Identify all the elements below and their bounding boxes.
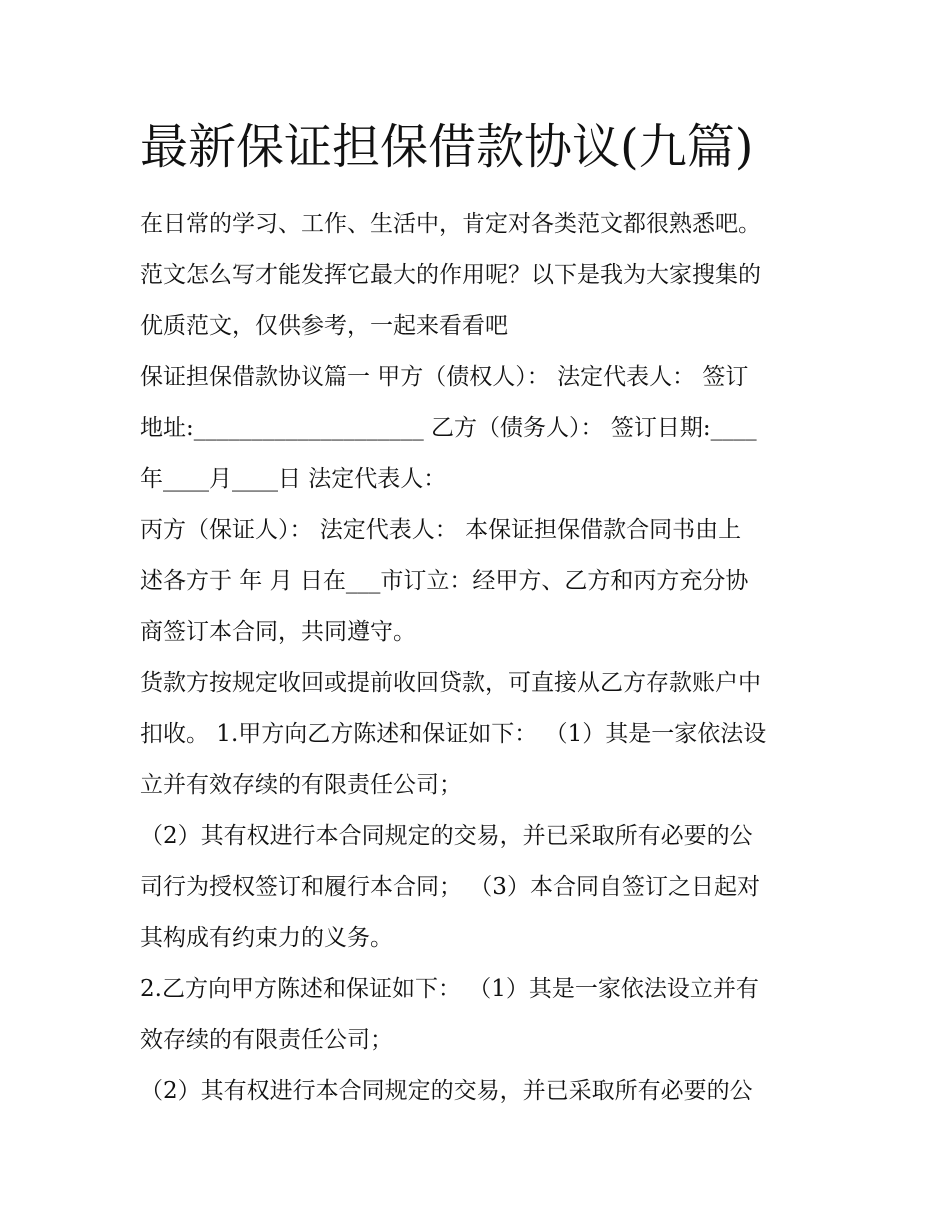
document-body	[140, 199, 820, 1117]
body-line: 述各方于 年 月 日在___市订立：经甲方、乙方和丙方充分协	[140, 568, 749, 594]
body-line: 扣收。 1.甲方向乙方陈述和保证如下： （1）其是一家依法设	[140, 721, 767, 747]
body-line: 商签订本合同，共同遵守。	[140, 619, 416, 645]
document-title: 最新保证担保借款协议(九篇)	[140, 119, 754, 175]
body-line: 货款方按规定收回或提前收回贷款，可直接从乙方存款账户中	[140, 670, 761, 696]
body-line: 立并有效存续的有限责任公司；	[140, 772, 462, 798]
body-line: 效存续的有限责任公司；	[140, 1027, 393, 1053]
body-line: 地址:____________________ 乙方（债务人）： 签订日期:____	[140, 415, 757, 441]
body-line: 其构成有约束力的义务。	[140, 925, 393, 951]
body-line: （2）其有权进行本合同规定的交易，并已采取所有必要的公	[140, 823, 753, 849]
body-line: 范文怎么写才能发挥它最大的作用呢？以下是我为大家搜集的	[140, 262, 761, 288]
body-line: （2）其有权进行本合同规定的交易，并已采取所有必要的公	[140, 1078, 753, 1104]
body-line: 司行为授权签订和履行本合同； （3）本合同自签订之日起对	[140, 874, 760, 900]
body-line: 在日常的学习、工作、生活中，肯定对各类范文都很熟悉吧。	[140, 211, 761, 237]
body-line: 保证担保借款协议篇一 甲方（债权人）： 法定代表人： 签订	[140, 364, 749, 390]
body-line: 年____月____日 法定代表人：	[140, 466, 447, 492]
body-line: 丙方（保证人）： 法定代表人： 本保证担保借款合同书由上	[140, 517, 742, 543]
body-line: 优质范文，仅供参考，一起来看看吧	[140, 313, 508, 339]
body-line: 2.乙方向甲方陈述和保证如下： （1）其是一家依法设立并有	[140, 976, 759, 1002]
